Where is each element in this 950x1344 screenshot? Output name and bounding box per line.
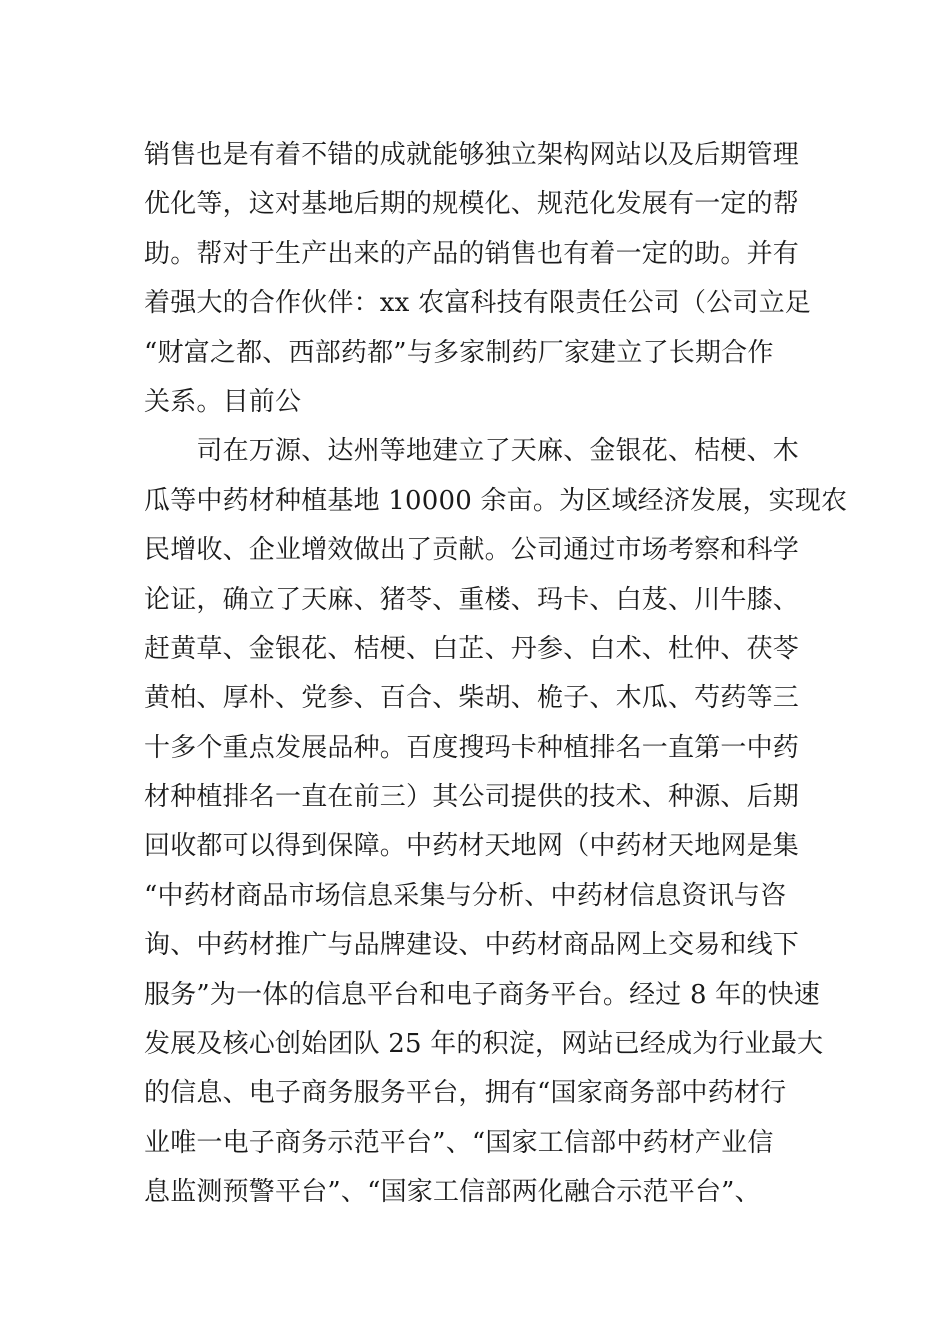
text-line: 瓜等中药材种植基地 10000 余亩。为区域经济发展，实现农 (144, 485, 848, 516)
text-line: 助。帮对于生产出来的产品的销售也有着一定的助。并有 (144, 238, 800, 269)
text-line: 息监测预警平台”、“国家工信部两化融合示范平台”、 (144, 1177, 761, 1208)
text-line: 关系。目前公 (144, 386, 302, 417)
text-line: 的信息、电子商务服务平台，拥有“国家商务部中药材行 (144, 1078, 787, 1109)
text-line: 销售也是有着不错的成就能够独立架构网站以及后期管理 (144, 140, 800, 170)
text-line: 发展及核心创始团队 25 年的积淀，网站已经成为行业最大 (144, 1029, 824, 1060)
text-line: 服务”为一体的信息平台和电子商务平台。经过 8 年的快速 (144, 979, 820, 1010)
text-line: “中药材商品市场信息采集与分析、中药材信息资讯与咨 (144, 880, 787, 911)
text-line: 材种植排名一直在前三）其公司提供的技术、种源、后期 (144, 782, 800, 813)
text-line: 论证，确立了天麻、猪苓、重楼、玛卡、白芨、川牛膝、 (144, 584, 800, 615)
text-line: “财富之都、西部药都”与多家制药厂家建立了长期合作 (144, 337, 774, 368)
text-line: 民增收、企业增效做出了贡献。公司通过市场考察和科学 (144, 535, 800, 566)
body-text (144, 131, 848, 1218)
text-line: 黄柏、厚朴、党参、百合、柴胡、桅子、木瓜、芍药等三 (144, 683, 800, 714)
text-line: 业唯一电子商务示范平台”、“国家工信部中药材产业信 (144, 1127, 774, 1158)
text-line: 着强大的合作伙伴：xx 农富科技有限责任公司（公司立足 (144, 288, 811, 319)
text-line: 十多个重点发展品种。百度搜玛卡种植排名一直第一中药 (144, 732, 800, 763)
text-line: 询、中药材推广与品牌建设、中药材商品网上交易和线下 (144, 930, 800, 961)
text-line: 司在万源、达州等地建立了天麻、金银花、桔梗、木 (144, 436, 800, 467)
text-line: 赶黄草、金银花、桔梗、白芷、丹参、白术、杜仲、茯苓 (144, 633, 800, 664)
text-line: 优化等，这对基地后期的规模化、规范化发展有一定的帮 (144, 189, 800, 220)
text-line: 回收都可以得到保障。中药材天地网（中药材天地网是集 (144, 831, 800, 862)
